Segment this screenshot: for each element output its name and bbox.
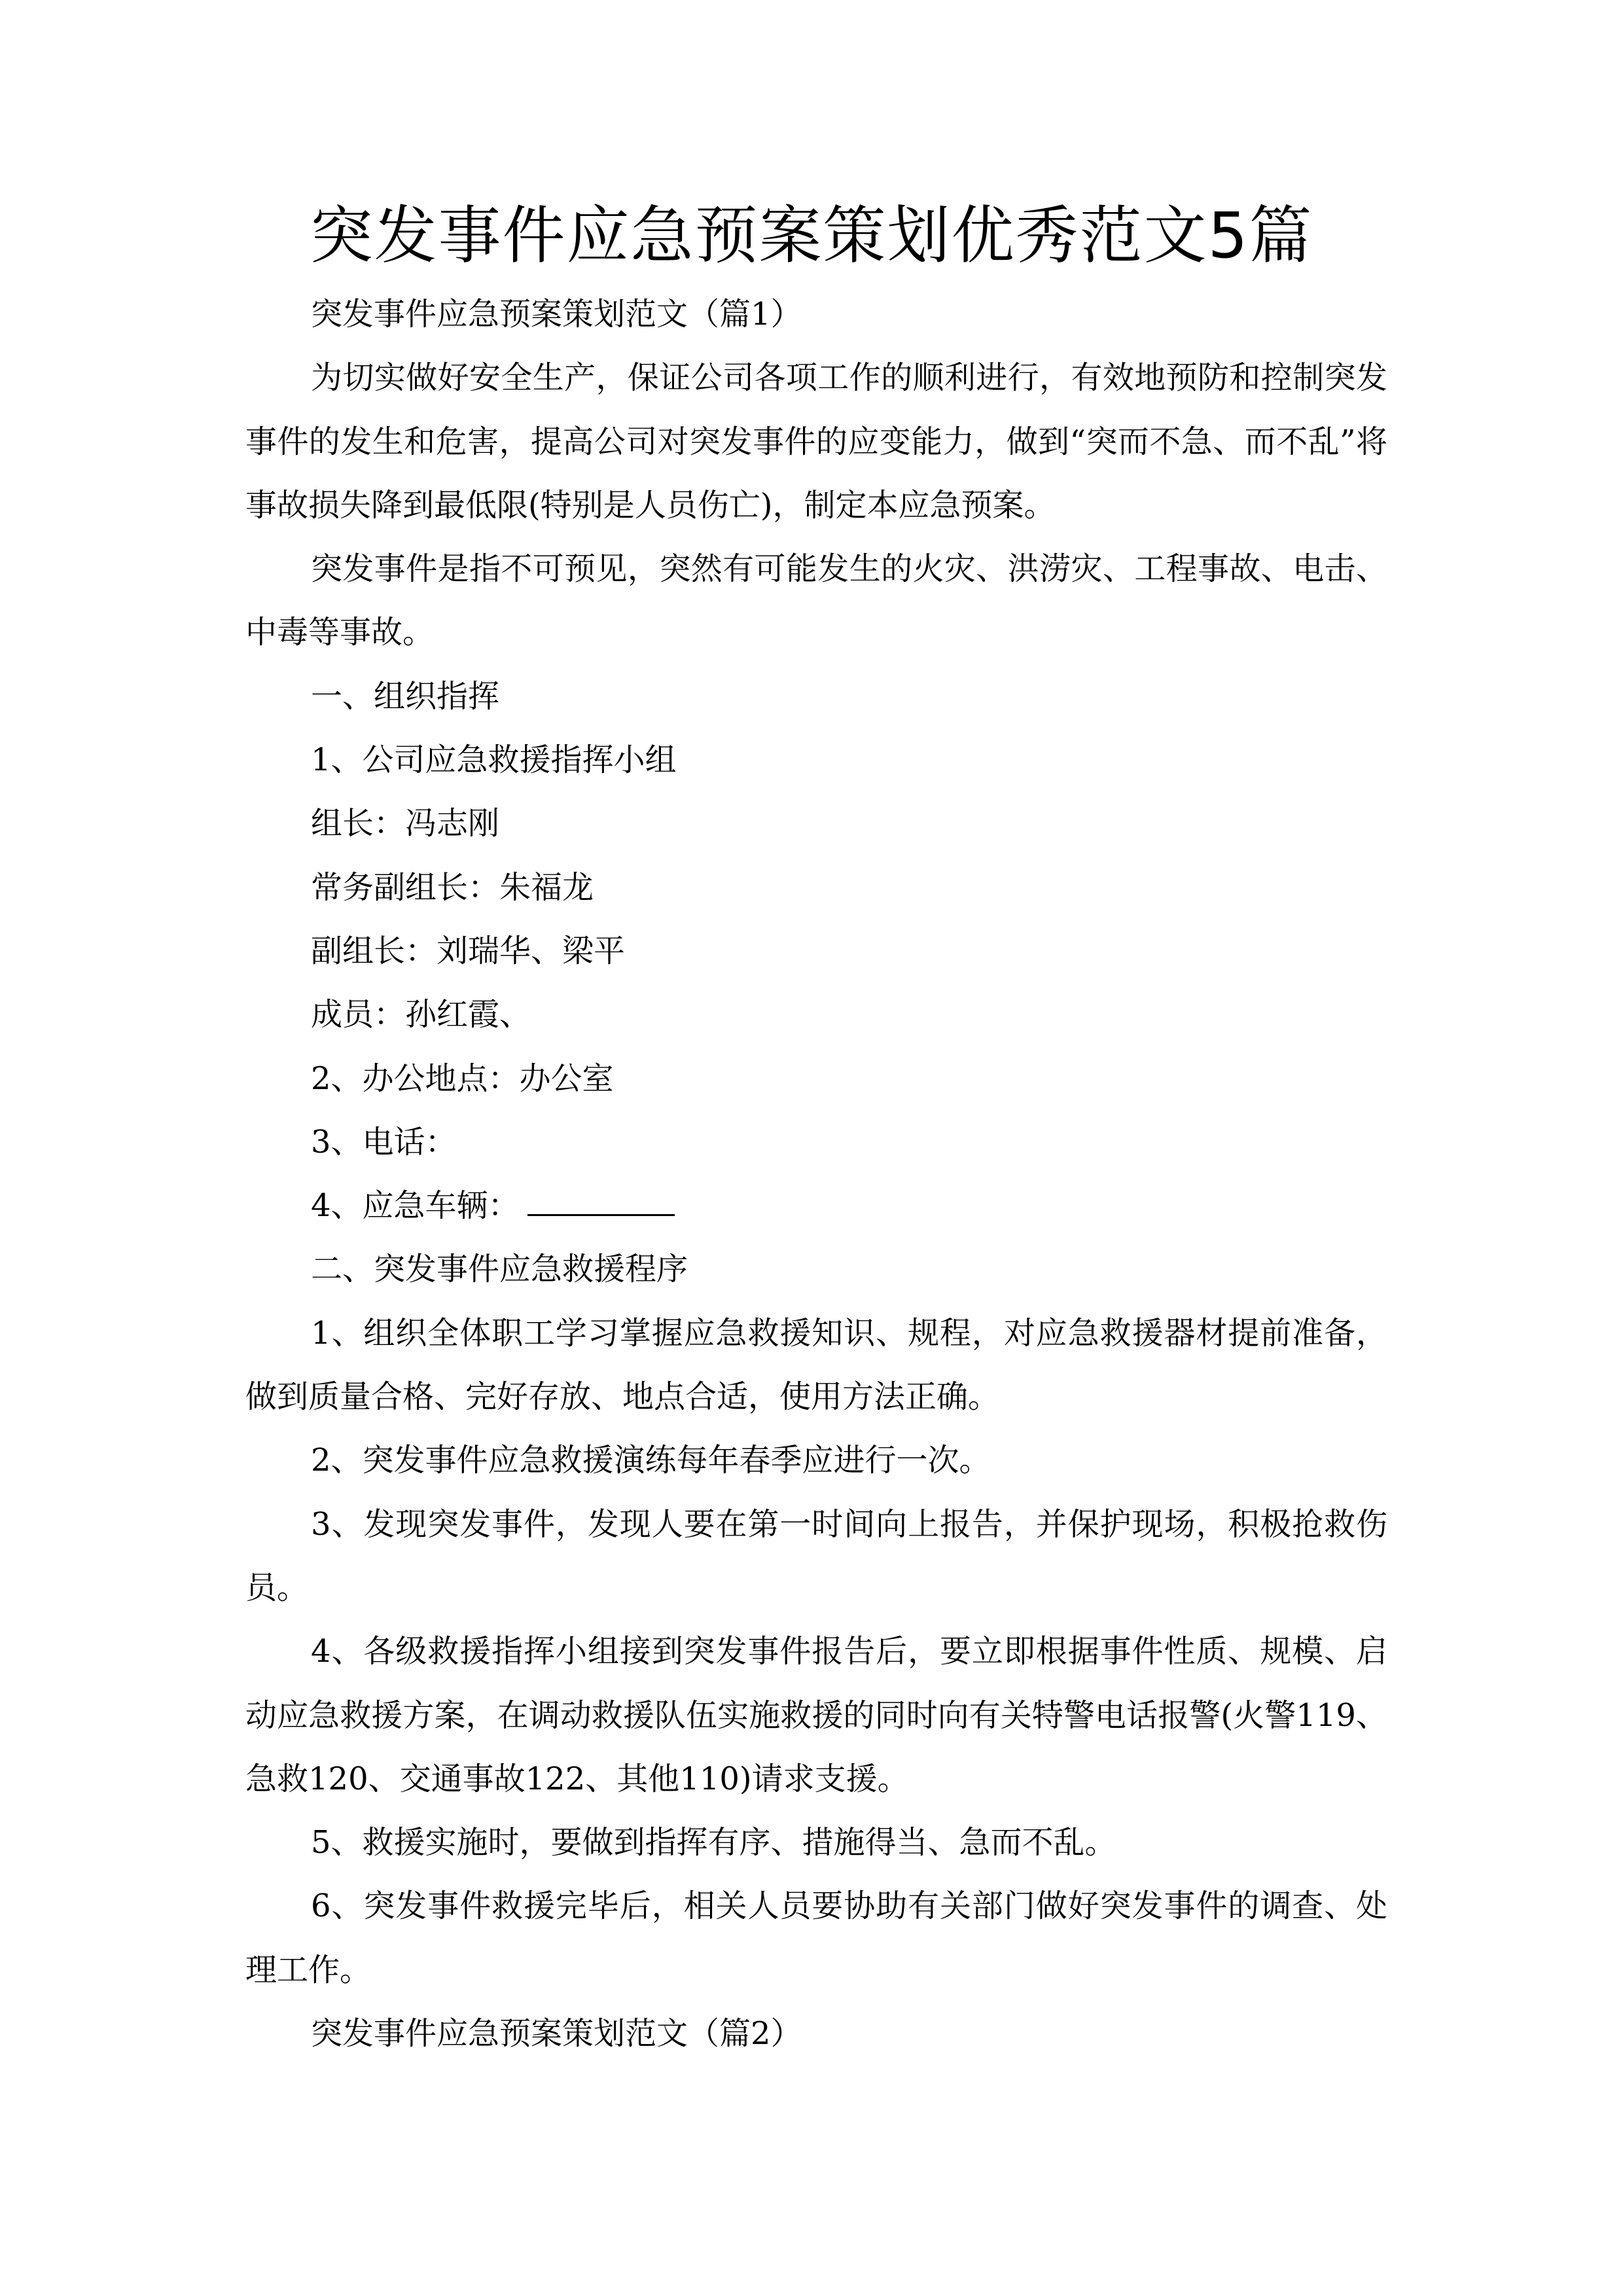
item-vehicles-line: [245, 1174, 1387, 1238]
item-members: 成员：孙红霞、: [311, 996, 531, 1033]
subheading-procedure: 二、突发事件应急救援程序: [311, 1251, 688, 1288]
item-command-group: 1、公司应急救援指挥小组: [311, 742, 677, 779]
procedure-item-3: 3、发现突发事件，发现人要在第一时间向上报告，并保护现场，积极抢救伤员。: [245, 1505, 1387, 1606]
procedure-item-6: 6、突发事件救援完毕后，相关人员要协助有关部门做好突发事件的调查、处理工作。: [245, 1888, 1387, 1988]
document-title: 突发事件应急预案策划优秀范文5篇: [310, 199, 1313, 272]
document-body: [245, 283, 1387, 2066]
paragraph-purpose: 为切实做好安全生产，保证公司各项工作的顺利进行，有效地预防和控制突发事件的发生和危害，提高公司对突发事件的应变能力，做到“突而不急、而不乱”将事故损失降到最低限(特别是人员伤亡)，制定本应急预案。: [245, 359, 1387, 524]
fill-in-blank-line: [527, 1188, 675, 1216]
subheading-organization: 一、组织指挥: [311, 677, 500, 715]
item-deputy-leaders: 副组长：刘瑞华、梁平: [311, 932, 626, 969]
procedure-item-4: 4、各级救援指挥小组接到突发事件报告后，要立即根据事件性质、规模、启动应急救援方案，在调动救援队伍实施救援的同时向有关特警电话报警(火警119、急救120、交通事故122、其他110)请求支援。: [245, 1633, 1387, 1797]
item-group-leader: 组长：冯志刚: [311, 805, 500, 842]
item-executive-deputy: 常务副组长：朱福龙: [311, 869, 594, 906]
procedure-item-2: 2、突发事件应急救援演练每年春季应进行一次。: [311, 1442, 991, 1479]
section-heading-1: 突发事件应急预案策划范文（篇1）: [311, 296, 802, 332]
item-office-location: 2、办公地点：办公室: [311, 1060, 614, 1097]
paragraph-definition: 突发事件是指不可预见，突然有可能发生的火灾、洪涝灾、工程事故、电击、中毒等事故。: [245, 550, 1387, 651]
procedure-item-5: 5、救援实施时，要做到指挥有序、措施得当、急而不乱。: [311, 1824, 1116, 1861]
item-phone: 3、电话：: [311, 1123, 457, 1160]
item-vehicles: 4、应急车辆：: [311, 1187, 520, 1225]
procedure-item-1: 1、组织全体职工学习掌握应急救援知识、规程，对应急救援器材提前准备，做到质量合格、完好存放、地点合适，使用方法正确。: [245, 1314, 1387, 1416]
section-heading-2: 突发事件应急预案策划范文（篇2）: [311, 2015, 802, 2053]
